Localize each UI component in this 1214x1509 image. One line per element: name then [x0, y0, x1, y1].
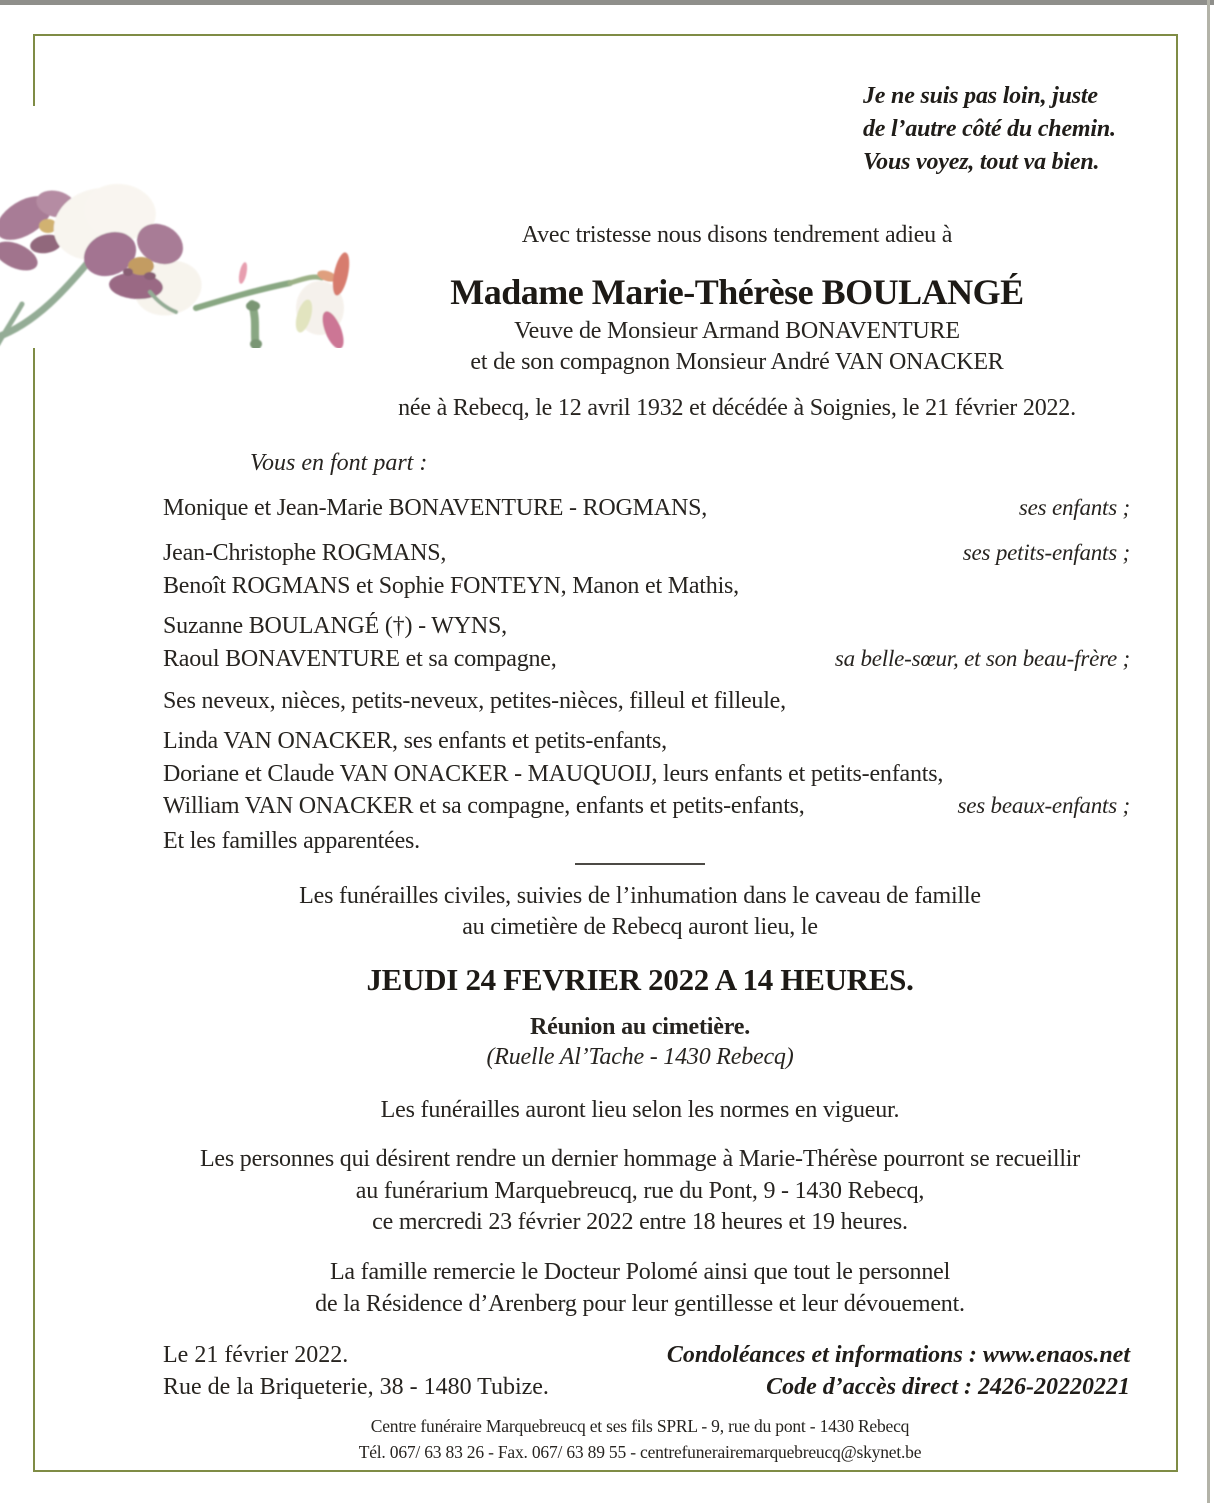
family-names: Jean-Christophe ROGMANS,: [163, 540, 447, 566]
orchid-illustration: [0, 106, 358, 348]
memorial-quote: [863, 80, 1163, 179]
family-row: [163, 688, 1130, 716]
scan-edge-top: [0, 0, 1214, 5]
family-names: Benoît ROGMANS et Sophie FONTEYN, Manon et Mathis,: [163, 573, 739, 599]
quote-line: Je ne suis pas loin, juste: [863, 83, 1098, 109]
family-row: [163, 646, 1130, 674]
intro-line: Avec tristesse nous disons tendrement adieu à: [521, 222, 953, 248]
deceased-subtitle-widow: Veuve de Monsieur Armand BONAVENTURE: [514, 318, 960, 344]
funeral-home-line1: Centre funéraire Marquebreucq et ses fils SPRL - 9, rue du pont - 1430 Rebecq: [370, 1416, 910, 1436]
family-relation: ses enfants ;: [1018, 495, 1130, 520]
family-names: Suzanne BOULANGÉ (†) - WYNS,: [163, 613, 507, 639]
section-divider: [575, 863, 705, 865]
family-relation: ses beaux-enfants ;: [957, 793, 1130, 818]
quote-line: Vous voyez, tout va bien.: [863, 149, 1100, 175]
family-row: [163, 573, 1130, 601]
family-row: [163, 728, 1130, 756]
family-names: Monique et Jean-Marie BONAVENTURE - ROGMANS,: [163, 495, 708, 521]
family-relation: sa belle-sœur, et son beau-frère ;: [834, 646, 1130, 671]
family-row: [163, 828, 1130, 856]
family-row: [163, 793, 1130, 821]
condolences-info: Condoléances et informations : www.enaos.net: [666, 1342, 1130, 1368]
ceremony-line1: Les funérailles civiles, suivies de l’inhumation dans le caveau de famille: [299, 883, 981, 909]
family-names: Ses neveux, nièces, petits-neveux, petites-nièces, filleul et filleule,: [163, 688, 786, 714]
family-row: [163, 495, 1130, 523]
access-code: Code d’accès direct : 2426-20220221: [766, 1374, 1130, 1400]
announcement-address: Rue de la Briqueterie, 38 - 1480 Tubize.: [163, 1374, 549, 1400]
family-names: Linda VAN ONACKER, ses enfants et petits-enfants,: [163, 728, 667, 754]
family-row: [163, 613, 1130, 641]
funeral-home-line2: Tél. 067/ 63 83 26 - Fax. 067/ 63 89 55 - centrefunerairemarquebreucq@skynet.be: [358, 1442, 922, 1462]
family-relation: ses petits-enfants ;: [962, 540, 1130, 565]
family-row: [163, 761, 1130, 789]
deceased-name: Madame Marie-Thérèse BOULANGÉ: [450, 272, 1024, 312]
ceremony-line2: au cimetière de Rebecq auront lieu, le: [462, 914, 818, 940]
family-names: Doriane et Claude VAN ONACKER - MAUQUOIJ, leurs enfants et petits-enfants,: [163, 761, 944, 787]
ceremony-datetime: JEUDI 24 FEVRIER 2022 A 14 HEURES.: [366, 962, 914, 997]
covid-note: Les funérailles auront lieu selon les normes en vigueur.: [380, 1097, 900, 1123]
family-names: Et les familles apparentées.: [163, 828, 420, 854]
announce-label: Vous en font part :: [250, 450, 428, 476]
visitation-line1: Les personnes qui désirent rendre un dernier hommage à Marie-Thérèse pourront se recueillir: [199, 1146, 1081, 1172]
deceased-subtitle-companion: et de son compagnon Monsieur André VAN ONACKER: [470, 349, 1004, 375]
quote-line: de l’autre côté du chemin.: [863, 116, 1116, 142]
meeting-address: (Ruelle Al’Tache - 1430 Rebecq): [486, 1044, 794, 1070]
meeting-line: Réunion au cimetière.: [530, 1014, 750, 1040]
family-names: Raoul BONAVENTURE et sa compagne,: [163, 646, 557, 672]
family-row: [163, 540, 1130, 568]
family-names: William VAN ONACKER et sa compagne, enfants et petits-enfants,: [163, 793, 805, 819]
thanks-line1: La famille remercie le Docteur Polomé ainsi que tout le personnel: [329, 1259, 951, 1285]
announcement-date: Le 21 février 2022.: [163, 1342, 349, 1368]
visitation-line2: au funérarium Marquebreucq, rue du Pont, 9 - 1430 Rebecq,: [355, 1178, 925, 1204]
life-dates: née à Rebecq, le 12 avril 1932 et décédée à Soignies, le 21 février 2022.: [398, 395, 1076, 421]
thanks-line2: de la Résidence d’Arenberg pour leur gentillesse et leur dévouement.: [315, 1291, 965, 1317]
visitation-line3: ce mercredi 23 février 2022 entre 18 heures et 19 heures.: [372, 1209, 908, 1235]
